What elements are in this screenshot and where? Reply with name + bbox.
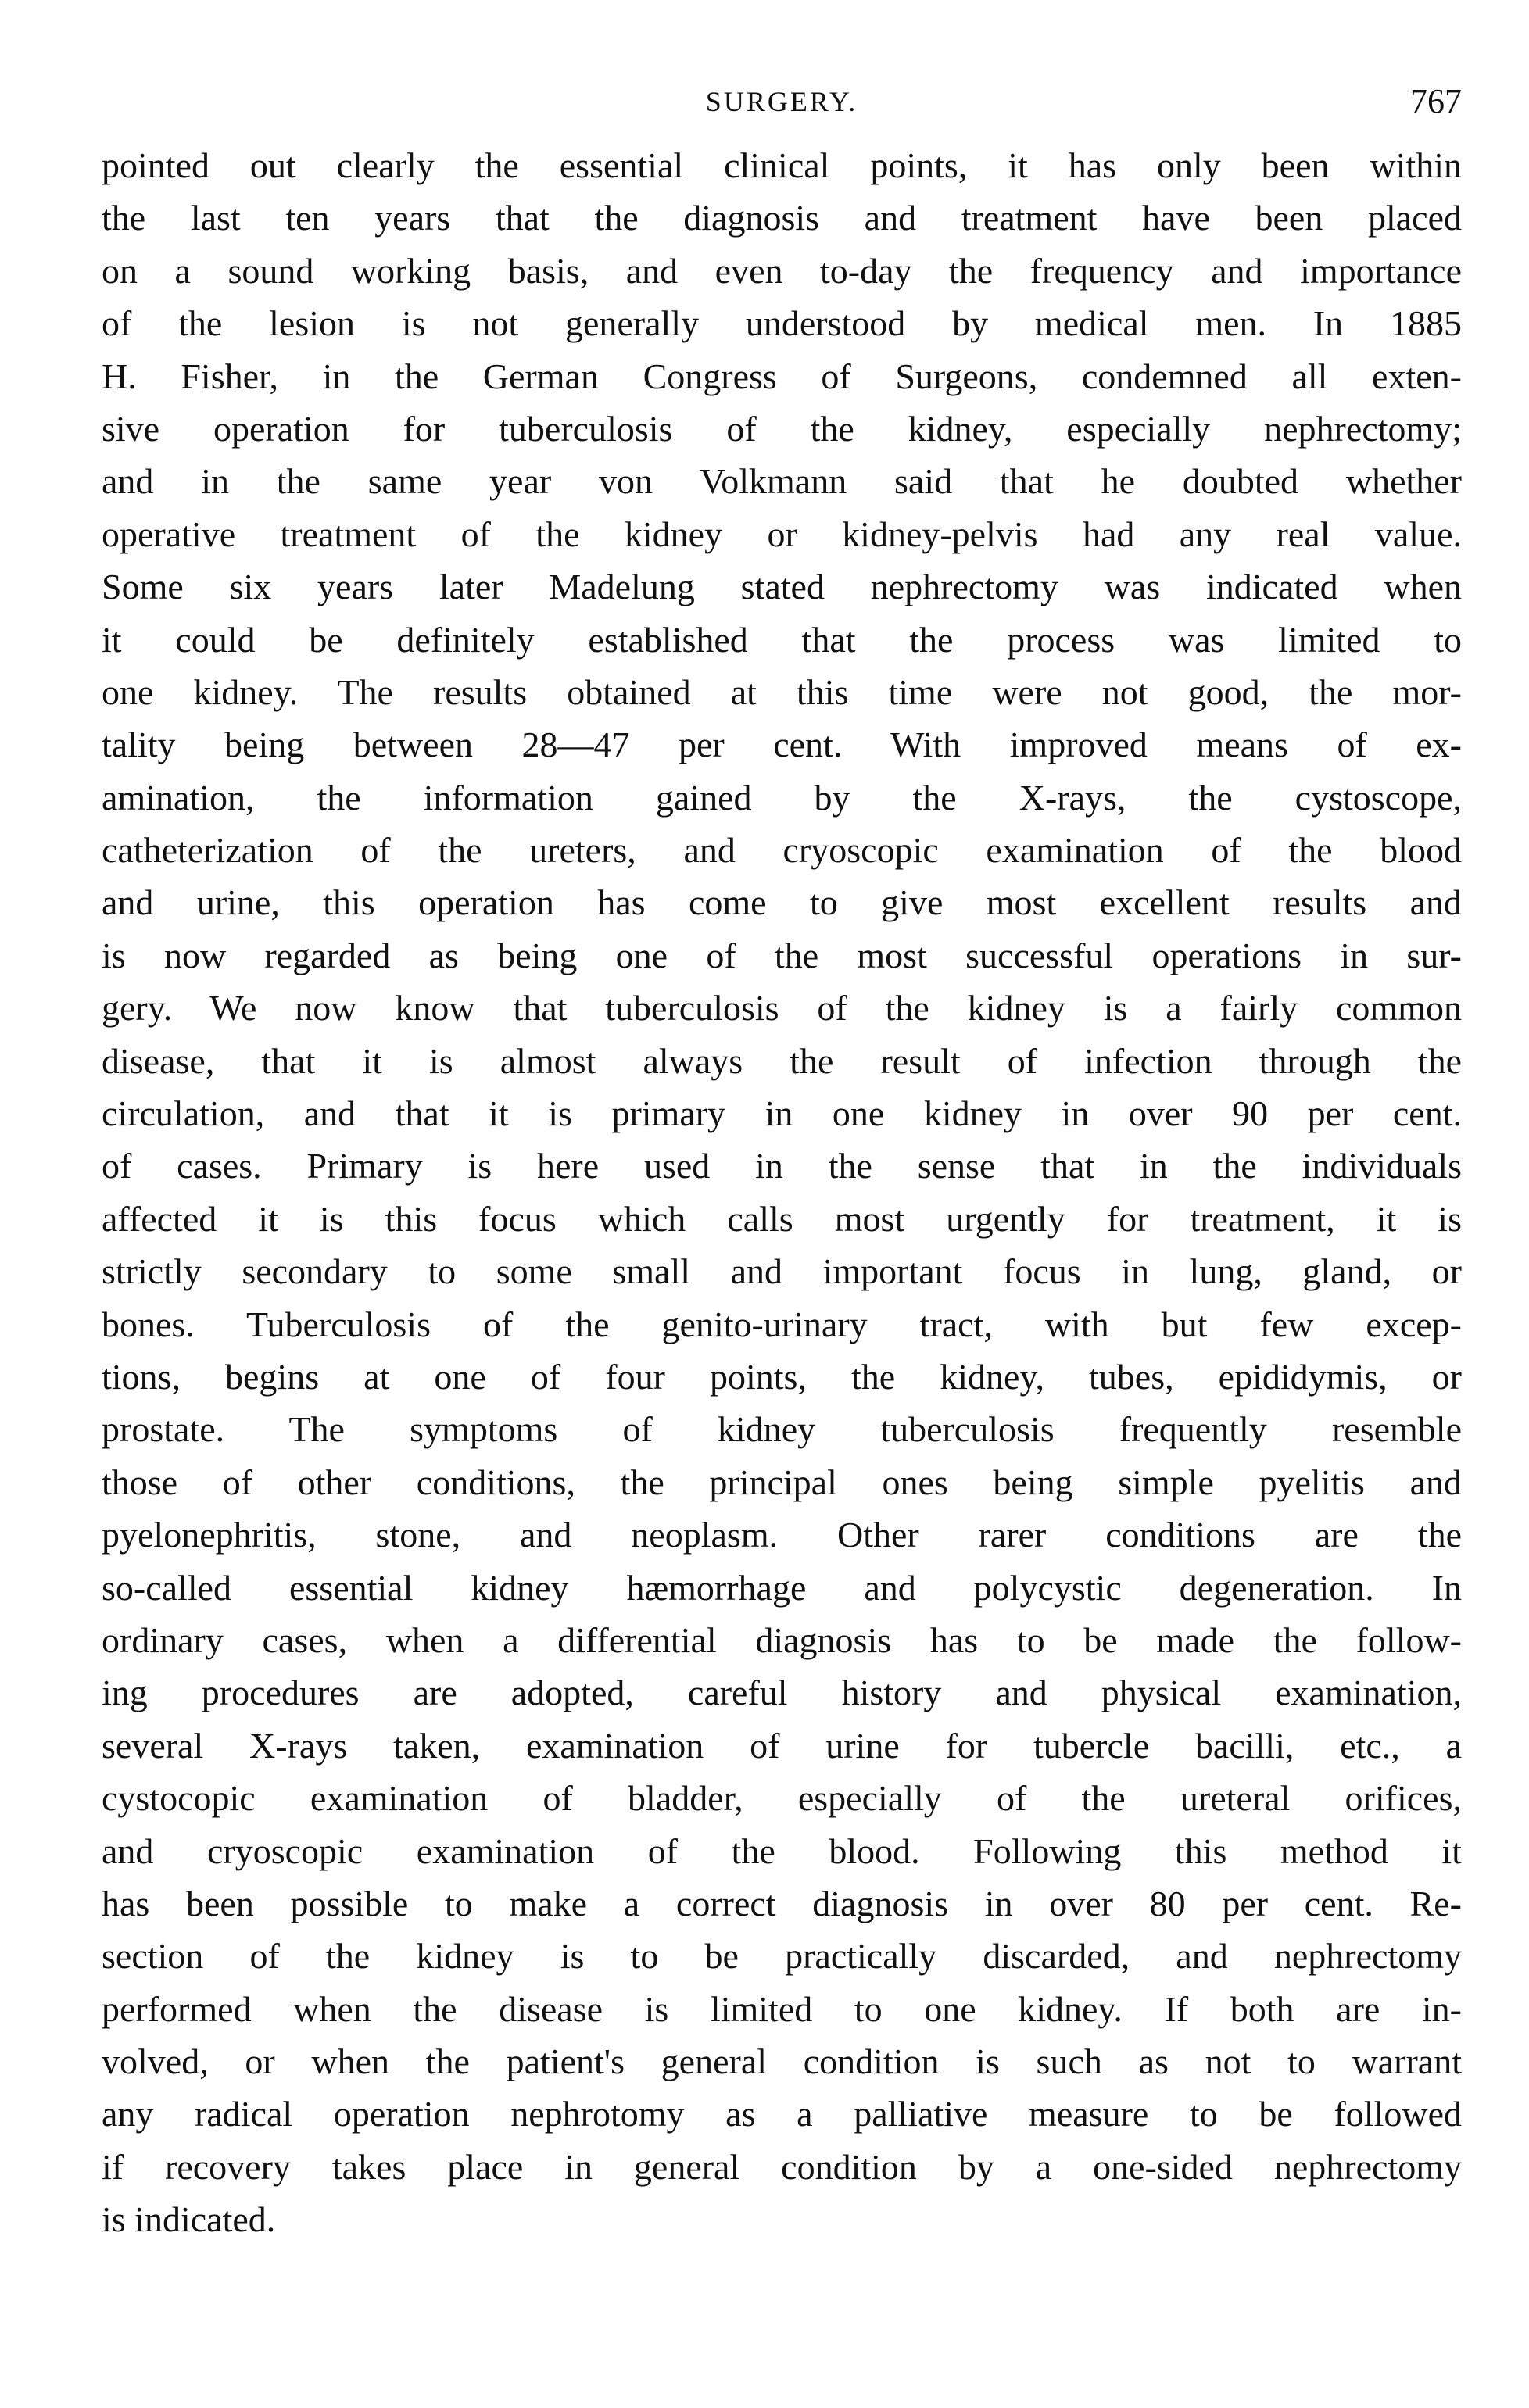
text-line: if recovery takes place in general condition by a one-sided nephrectomy xyxy=(102,2146,1462,2187)
text-line: tality being between 28—47 per cent. With improved means of ex- xyxy=(102,725,1462,765)
text-line: tions, begins at one of four points, the kidney, tubes, epididymis, or xyxy=(102,1356,1462,1397)
text-line: section of the kidney is to be practically discarded, and nephrectomy xyxy=(102,1936,1462,1977)
text-line: Some six years later Madelung stated nephrectomy was indicated when xyxy=(102,567,1462,607)
text-line: several X-rays taken, examination of urine for tubercle bacilli, etc., a xyxy=(102,1725,1462,1766)
text-line: sive operation for tuberculosis of the kidney, especially nephrectomy; xyxy=(102,408,1462,449)
text-line: any radical operation nephrotomy as a palliative measure to be followed xyxy=(102,2094,1462,2134)
body-paragraph xyxy=(102,139,1462,2246)
text-line: the last ten years that the diagnosis and treatment have been placed xyxy=(102,198,1462,238)
text-line: of the lesion is not generally understood by medical men. In 1885 xyxy=(102,303,1462,344)
text-line: and in the same year von Volkmann said that he doubted whether xyxy=(102,461,1462,502)
text-line: operative treatment of the kidney or kidney-pelvis had any real value. xyxy=(102,513,1462,554)
text-line: strictly secondary to some small and important focus in lung, gland, or xyxy=(102,1251,1462,1292)
text-line: affected it is this focus which calls most urgently for treatment, it is xyxy=(102,1198,1462,1239)
text-line: amination, the information gained by the X-rays, the cystoscope, xyxy=(102,777,1462,818)
text-line: one kidney. The results obtained at this time were not good, the mor- xyxy=(102,671,1462,712)
text-line: has been possible to make a correct diagnosis in over 80 per cent. Re- xyxy=(102,1883,1462,1923)
text-line: on a sound working basis, and even to-day the frequency and importance xyxy=(102,250,1462,291)
text-line: and cryoscopic examination of the blood. Following this method it xyxy=(102,1830,1462,1871)
text-line: circulation, and that it is primary in one kidney in over 90 per cent. xyxy=(102,1093,1462,1134)
text-line: it could be definitely established that the process was limited to xyxy=(102,619,1462,660)
text-line: is indicated. xyxy=(102,2199,276,2240)
text-line: prostate. The symptoms of kidney tuberculosis frequently resemble xyxy=(102,1409,1462,1450)
text-line: disease, that it is almost always the result of infection through the xyxy=(102,1040,1462,1081)
page-number: 767 xyxy=(1410,82,1462,120)
text-line: ordinary cases, when a differential diagnosis has to be made the follow- xyxy=(102,1619,1462,1660)
text-line: is now regarded as being one of the most successful operations in sur- xyxy=(102,935,1462,975)
text-line: pointed out clearly the essential clinical points, it has only been within xyxy=(102,145,1462,185)
text-line: cystocopic examination of bladder, especially of the ureteral orifices, xyxy=(102,1778,1462,1819)
text-line: gery. We now know that tuberculosis of the kidney is a fairly common xyxy=(102,988,1462,1029)
text-line: performed when the disease is limited to one kidney. If both are in- xyxy=(102,1988,1462,2029)
text-line: bones. Tuberculosis of the genito-urinary tract, with but few excep- xyxy=(102,1304,1462,1344)
text-line: pyelonephritis, stone, and neoplasm. Other rarer conditions are the xyxy=(102,1515,1462,1555)
text-line: of cases. Primary is here used in the sense that in the individuals xyxy=(102,1146,1462,1186)
text-line: and urine, this operation has come to give most excellent results and xyxy=(102,882,1462,923)
text-line: so-called essential kidney hæmorrhage and polycystic degeneration. In xyxy=(102,1567,1462,1608)
text-line: those of other conditions, the principal ones being simple pyelitis and xyxy=(102,1462,1462,1502)
running-head xyxy=(102,78,1462,125)
text-line: volved, or when the patient's general condition is such as not to warrant xyxy=(102,2041,1462,2082)
text-line: catheterization of the ureters, and cryoscopic examination of the blood xyxy=(102,830,1462,871)
running-title: SURGERY. xyxy=(705,86,858,117)
text-line: H. Fisher, in the German Congress of Surgeons, condemned all exten- xyxy=(102,356,1462,396)
text-line: ing procedures are adopted, careful history and physical examination, xyxy=(102,1673,1462,1713)
